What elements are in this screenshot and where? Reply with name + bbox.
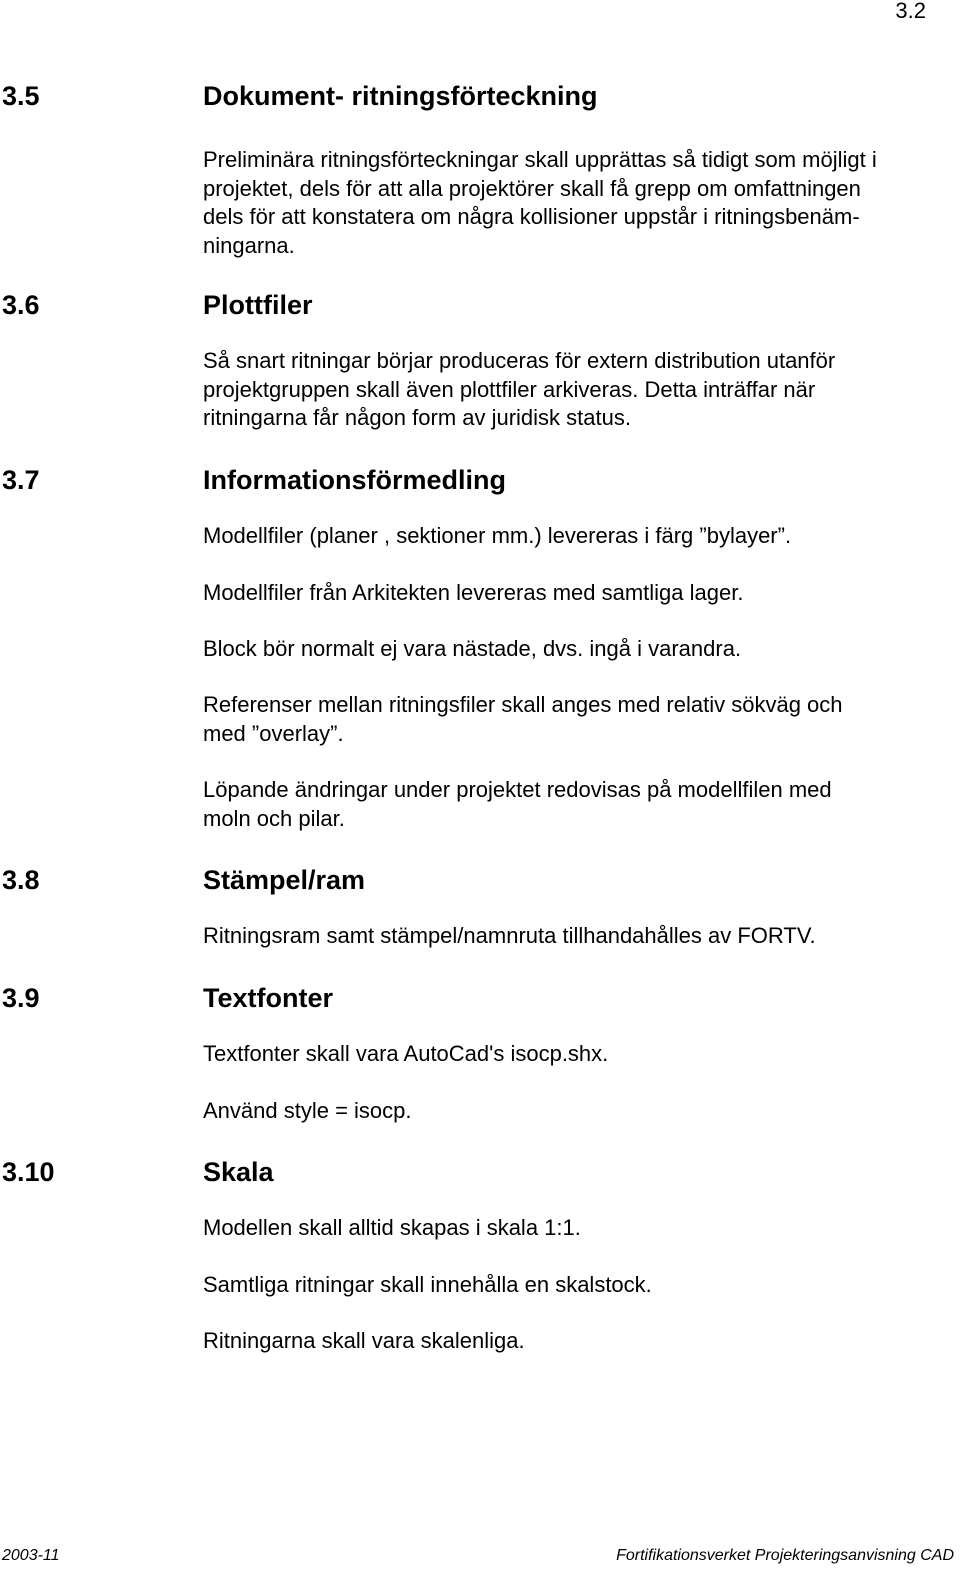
section-number: 3.7	[2, 465, 40, 495]
paragraph	[203, 146, 958, 260]
paragraph-line: Block bör normalt ej vara nästade, dvs. ingå i varandra.	[203, 636, 742, 661]
paragraph	[203, 522, 958, 551]
paragraph	[203, 1271, 958, 1300]
paragraph-line: ritningarna får någon form av juridisk status.	[203, 405, 631, 430]
paragraph-line: ningarna.	[203, 232, 295, 258]
footer-document-title: Fortifikationsverket Projekteringsanvisning CAD	[616, 1547, 954, 1564]
section-title: Stämpel/ram	[203, 865, 366, 895]
page-number: 3.2	[895, 0, 926, 23]
paragraph	[203, 1214, 958, 1243]
paragraph	[203, 1040, 958, 1069]
paragraph	[203, 635, 958, 664]
paragraph-line: Använd style = isocp.	[203, 1098, 412, 1123]
paragraph	[203, 922, 958, 951]
section-number: 3.8	[2, 865, 40, 895]
paragraph-line: Modellfiler från Arkitekten levereras med samtliga lager.	[203, 580, 744, 605]
paragraph-line: Modellfiler (planer , sektioner mm.) levereras i färg ”bylayer”.	[203, 523, 792, 548]
paragraph	[203, 579, 958, 608]
paragraph	[203, 1097, 958, 1126]
paragraph-line: dels för att konstatera om några kollisioner uppstår i ritningsbenäm-	[203, 204, 860, 229]
footer-date: 2003-11	[2, 1547, 60, 1564]
paragraph	[203, 1327, 958, 1356]
paragraph-line: Ritningarna skall vara skalenliga.	[203, 1328, 525, 1353]
paragraph-line: projektgruppen skall även plottfiler arkiveras. Detta inträffar när	[203, 376, 816, 402]
paragraph-line: projektet, dels för att alla projektörer skall få grepp om omfattningen	[203, 175, 861, 201]
paragraph-line: Ritningsram samt stämpel/namnruta tillhandahålles av FORTV.	[203, 923, 816, 948]
paragraph-line: Löpande ändringar under projektet redovisas på modellfilen med	[203, 777, 832, 802]
section-title: Plottfiler	[203, 290, 313, 320]
paragraph-line: Preliminära ritningsförteckningar skall upprättas så tidigt som möjligt i	[203, 147, 877, 172]
paragraph-line: Så snart ritningar börjar produceras för extern distribution utanför	[203, 348, 836, 373]
paragraph	[203, 691, 958, 748]
section-title: Textfonter	[203, 983, 334, 1013]
section-number: 3.10	[2, 1157, 55, 1187]
section-number: 3.5	[2, 81, 40, 111]
section-title: Skala	[203, 1157, 274, 1187]
paragraph-line: med ”overlay”.	[203, 720, 344, 746]
paragraph-line: Referenser mellan ritningsfiler skall anges med relativ sökväg och	[203, 692, 843, 717]
section-number: 3.9	[2, 983, 40, 1013]
paragraph-line: Samtliga ritningar skall innehålla en skalstock.	[203, 1272, 652, 1297]
paragraph	[203, 776, 958, 833]
paragraph-line: Textfonter skall vara AutoCad's isocp.shx.	[203, 1041, 609, 1066]
section-title: Dokument- ritningsförteckning	[203, 81, 598, 111]
paragraph-line: Modellen skall alltid skapas i skala 1:1.	[203, 1215, 581, 1240]
section-number: 3.6	[2, 290, 40, 320]
paragraph	[203, 347, 958, 433]
section-title: Informationsförmedling	[203, 465, 506, 495]
paragraph-line: moln och pilar.	[203, 805, 345, 831]
